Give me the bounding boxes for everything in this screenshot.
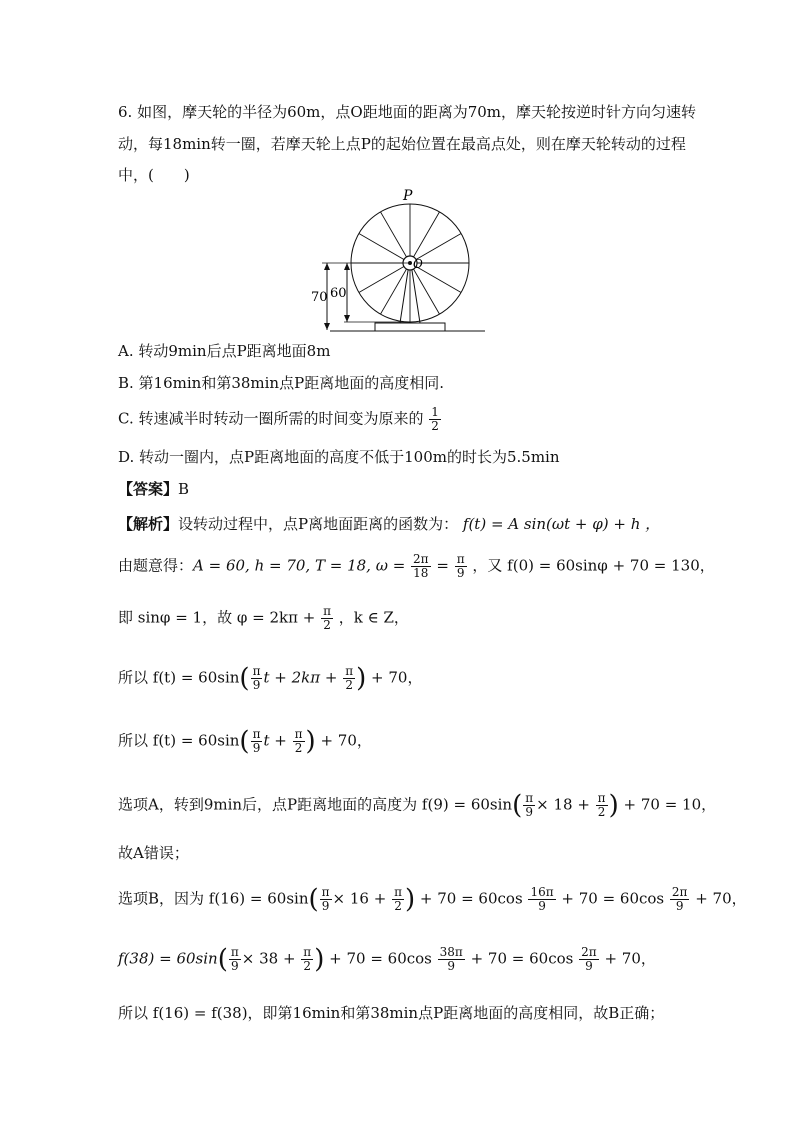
analysis-line-4: 所以 f(t) = 60sin( $\frac{\pi}{9}$ t + 2kπ + $\frac{\pi}{2}$ ) + 70， [118, 663, 423, 694]
option-b: B. 第16min和第38min点P距离地面的高度相同. [118, 374, 444, 392]
question-number: 6. [118, 103, 133, 121]
question-line-2: 动，每18min转一圈，若摩天轮上点P的起始位置在最高点处，则在摩天轮转动的过程 [118, 135, 686, 153]
analysis-line-6: 选项A，转到9min后，点P距离地面的高度为 f(9) = 60sin( $\frac{\pi}{9}$ × 18 + $\frac{\pi}{2}$ ) + 70 = 10， [118, 790, 717, 821]
answer-line [118, 478, 189, 500]
arrow-70-top [324, 263, 330, 270]
answer-value: B [178, 480, 190, 498]
analysis-line-7: 故A错误； [118, 844, 189, 862]
analysis-line-10: 所以 f(16) = f(38)，即第16min和第38min点P距离地面的高度相同，故B正确； [118, 1004, 665, 1022]
label-o: O [413, 257, 423, 271]
analysis-line-8: 选项B，因为 f(16) = 60sin( $\frac{\pi}{9}$ × 16 + $\frac{\pi}{2}$ ) + 70 = 60cos $\frac{16\pi}{9}$ + 70 = 60cos $\frac{2\pi}{9}$ + 70， [118, 884, 747, 915]
label-70: 70 [311, 290, 328, 305]
analysis-line-1: 【解析】设转动过程中，点P离地面距离的函数为： f(t) = A sin(ωt + φ) + h ， [118, 515, 661, 533]
answer-tag: 【答案】 [118, 480, 179, 498]
arrow-60-top [344, 263, 350, 270]
question-line-3: 中，( ) [118, 166, 190, 184]
wheel-base [375, 323, 445, 331]
question-line-1: 6. 如图，摩天轮的半径为60m，点O距地面的距离为70m，摩天轮按逆时针方向匀速转 [118, 103, 697, 121]
analysis-line-5: 所以 f(t) = 60sin( $\frac{\pi}{9}$ t + $\frac{\pi}{2}$ ) + 70， [118, 726, 372, 757]
option-d: D. 转动一圈内，点P距离地面的高度不低于100m的时长为5.5min [118, 448, 560, 466]
analysis-line-9: f(38) = 60sin( $\frac{\pi}{9}$ × 38 + $\frac{\pi}{2}$ ) + 70 = 60cos $\frac{38\pi}{9}$ + 70 = 60cos $\frac{2\pi}{9}$ + 70， [118, 944, 656, 975]
analysis-line-3: 即 sinφ = 1，故 φ = 2kπ + $\frac{\pi}{2}$ ，k ∈ Z， [118, 604, 409, 632]
arrow-70-bottom [324, 323, 330, 330]
label-60: 60 [330, 286, 347, 301]
option-c-fraction: $\frac{1}{2}$ [431, 405, 439, 433]
arrow-60-bottom [344, 315, 350, 322]
option-c: C. 转速减半时转动一圈所需的时间变为原来的 $\frac{1}{2}$ [118, 405, 439, 433]
option-a: A. 转动9min后点P距离地面8m [118, 342, 331, 360]
ferris-wheel-figure [300, 184, 490, 334]
label-p: P [403, 188, 413, 204]
analysis-line-2: 由题意得：A = 60, h = 70, T = 18, ω = $\frac{2\pi}{18}$ = $\frac{\pi}{9}$ ，又 f(0) = 60sinφ + 70 = 130， [118, 552, 715, 580]
analysis-tag: 【解析】 [118, 515, 179, 533]
